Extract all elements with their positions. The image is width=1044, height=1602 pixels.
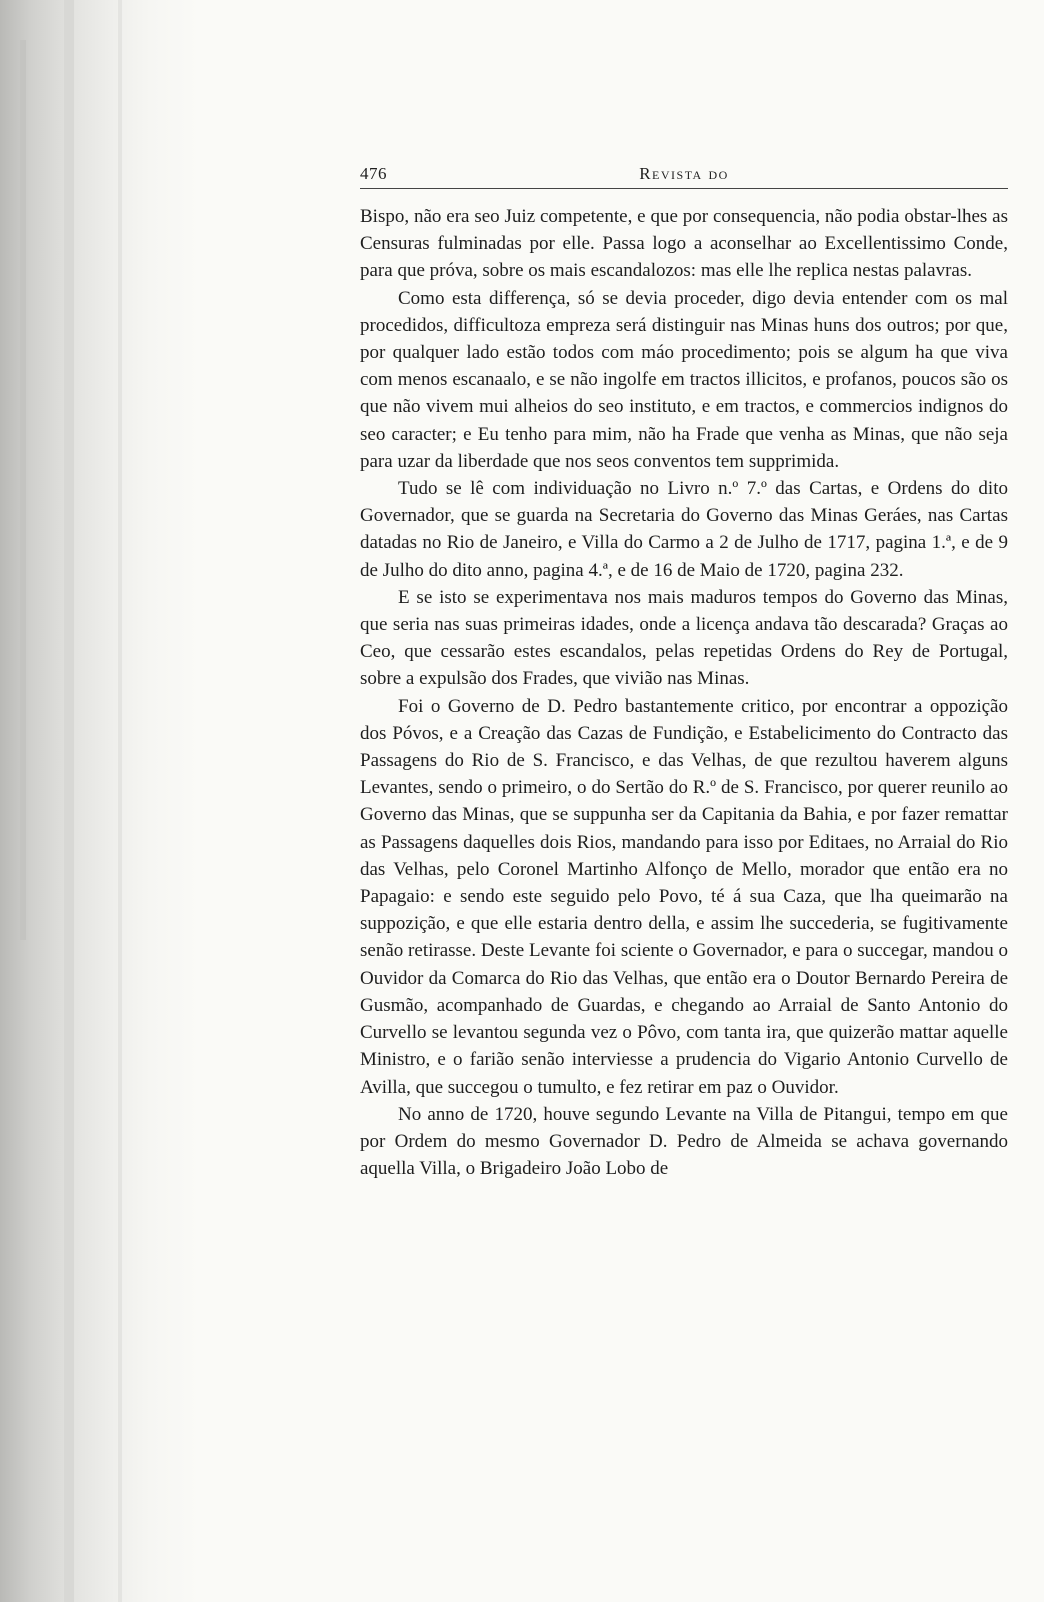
page-number: 476 — [360, 164, 387, 183]
paragraph: No anno de 1720, houve segundo Levante na Villa de Pitangui, tempo em que por Ordem do mesmo Governador D. Pedro de Almeida se achava governando aquella Villa, o Brigadeiro João Lobo de — [360, 1103, 1008, 1180]
paragraph: Como esta differença, só se devia proceder, digo devia entender com os mal procedidos, difficultoza empreza será distinguir nas Minas huns dos outros; por que, por qualquer lado estão todos com máo procedimento; pois se algum ha que viva com menos escanaalo, e se não ingolfe em tractos illicitos, e profanos, poucos são os que não vivem mui alheios do seo instituto, e em tractos, e commercios indignos do seo caracter; e Eu tenho para mim, não ha Frade que venha as Minas, que não seja para uzar da liberdade que nos seos conventos tem supprimida. — [360, 287, 1008, 472]
body-text — [360, 203, 1008, 1182]
book-page — [360, 160, 1008, 1182]
paragraph: E se isto se experimentava nos mais maduros tempos do Governo das Minas, que seria nas suas primeiras idades, onde a licença andava tão descarada? Graças ao Ceo, que cessarão estes escandalos, pelas repetidas Ordens do Rey de Portugal, sobre a expulsão dos Frades, que vivião nas Minas. — [360, 586, 1008, 690]
paragraph: Bispo, não era seo Juiz competente, e que por consequencia, não podia obstar-lhes as Censuras fulminadas por elle. Passa logo a aconselhar ao Excellentissimo Conde, para que próva, sobre os mais escandalozos: mas elle lhe replica nestas palavras. — [360, 206, 1008, 282]
running-header — [360, 160, 1008, 188]
paragraph: Tudo se lê com individuação no Livro n.º 7.º das Cartas, e Ordens do dito Governador, que se guarda na Secretaria do Governo das Minas Geráes, nas Cartas datadas no Rio de Janeiro, e Villa do Carmo a 2 de Julho de 1717, pagina 1.ª, e de 9 de Julho do dito anno, pagina 4.ª, e de 16 de Maio de 1720, pagina 232. — [360, 478, 1008, 581]
paragraph: Foi o Governo de D. Pedro bastantemente critico, por encontrar a oppozição dos Póvos, e a Creação das Cazas de Fundição, e Estabelicimento do Contracto das Passagens do Rio de S. Francisco, e das Velhas, de que rezultou haverem alguns Levantes, sendo o primeiro, o do Sertão do R.º de S. Francisco, por querer reunilo ao Governo das Minas, que se suppunha ser da Capitania da Bahia, e por fazer remattar as Passagens daquelles dois Rios, mandando para isso por Editaes, no Arraial do Rio das Velhas, pelo Coronel Martinho Alfonço de Mello, morador que então era no Papagaio: e sendo este seguido pelo Povo, té á sua Caza, que lha queimarão na suppozição, e que elle estaria dentro della, e assim lhe succederia, se fugitivamente senão retirasse. Deste Levante foi sciente o Governador, e para o succegar, mandou o Ouvidor da Comarca do Rio das Velhas, que então era o Doutor Bernardo Pereira de Gusmão, acompanhado de Guardas, e chegando ao Arraial de Santo Antonio do Curvello se levantou segunda vez o Pôvo, com tanta ira, que quizerão mattar aquelle Ministro, e o farião senão interviesse a prudencia do Vigario Antonio Curvello de Avilla, que succegou o tumulto, e fez retirar em paz o Ouvidor. — [360, 695, 1008, 1098]
scan-binding-shadow — [0, 0, 200, 1602]
header-rule — [360, 188, 1008, 189]
running-title: Revista do — [639, 164, 729, 183]
